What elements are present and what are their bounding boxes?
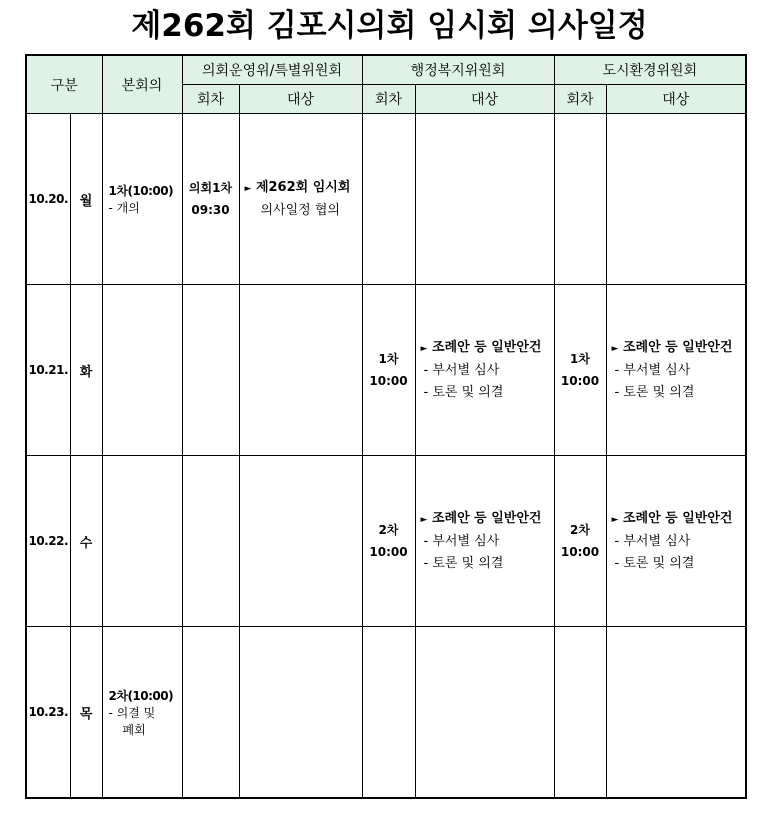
session-time: 10:00 [560,545,600,559]
target-cell-empty [239,627,362,799]
row-day-of-week: 화 [70,285,102,456]
header-committee-operations: 의회운영위/특별위원회 [182,55,362,85]
plenary-cell [102,627,182,799]
target-cell-empty [606,114,746,285]
session-time: 10:00 [369,374,408,388]
row-day-of-week: 목 [70,627,102,799]
target-sub-item: - 토론 및 의결 [614,555,695,571]
row-date: 10.20. [26,114,70,285]
session-cell-empty [554,627,606,799]
target-cell-empty [415,114,554,285]
session-cell-empty [182,627,239,799]
header-committee-admin-welfare: 행정복지위원회 [362,55,554,85]
session-cell-empty [362,114,415,285]
header-session: 회차 [182,85,239,114]
target-head: 조례안 등 일반안건 [622,510,733,526]
target-cell [606,285,746,456]
target-cell [606,456,746,627]
plenary-item: - 개의 [108,201,140,215]
session-cell-empty [182,456,239,627]
session-cell [554,285,606,456]
target-cell-empty [239,285,362,456]
target-sub-item: - 토론 및 의결 [423,384,504,400]
header-session: 회차 [362,85,415,114]
session-cell [182,114,239,285]
target-sub-item: - 토론 및 의결 [614,384,695,400]
row-date: 10.22. [26,456,70,627]
session-cell [362,456,415,627]
table-row [26,627,746,799]
target-head: 조례안 등 일반안건 [622,339,733,355]
header-committee-urban-env: 도시환경위원회 [554,55,746,85]
row-day-of-week: 수 [70,456,102,627]
target-cell-empty [239,456,362,627]
session-time: 10:00 [560,374,600,388]
plenary-session: 2차(10:00) [108,688,174,703]
header-target: 대상 [606,85,746,114]
bullet-triangle-icon: ► [244,183,252,194]
table-row [26,285,746,456]
table-row [26,456,746,627]
plenary-cell-empty [102,456,182,627]
plenary-cell-empty [102,285,182,456]
plenary-item: - 의결 및 [108,705,156,720]
bullet-triangle-icon: ► [420,514,428,525]
row-date: 10.23. [26,627,70,799]
plenary-session: 1차(10:00) [108,184,174,198]
target-head: 조례안 등 일반안건 [431,339,542,355]
table-row [26,114,746,285]
target-sub-item: - 부서별 심사 [614,362,691,378]
target-sub-item: - 부서별 심사 [614,533,691,549]
header-target: 대상 [239,85,362,114]
session-number: 2차 [570,523,590,537]
header-division: 구분 [26,55,102,114]
header-session: 회차 [554,85,606,114]
row-day-of-week: 월 [70,114,102,285]
session-number: 1차 [570,352,590,366]
target-sub-item: - 부서별 심사 [423,362,500,378]
session-time: 09:30 [191,203,230,217]
session-cell-empty [182,285,239,456]
session-cell-empty [554,114,606,285]
session-time: 10:00 [369,545,408,559]
session-number: 1차 [378,352,399,366]
target-sub-item: - 토론 및 의결 [423,555,504,571]
bullet-triangle-icon: ► [611,343,619,354]
header-plenary: 본회의 [102,55,182,114]
target-cell [415,285,554,456]
schedule-table [25,54,747,799]
target-head: 제262회 임시회 [255,179,351,195]
session-number: 2차 [378,523,399,537]
header-target: 대상 [415,85,554,114]
target-cell [415,456,554,627]
target-cell-empty [415,627,554,799]
target-cell-empty [606,627,746,799]
page-title: 제262회 김포시의회 임시회 의사일정 [131,8,648,44]
target-head: 조례안 등 일반안건 [431,510,542,526]
bullet-triangle-icon: ► [420,343,428,354]
plenary-item-continuation: 폐회 [122,722,146,737]
session-number: 의회1차 [188,181,233,195]
row-date: 10.21. [26,285,70,456]
target-continuation: 의사일정 협의 [260,202,340,218]
session-cell [362,285,415,456]
plenary-cell [102,114,182,285]
session-cell [554,456,606,627]
bullet-triangle-icon: ► [611,514,619,525]
target-cell [239,114,362,285]
session-cell-empty [362,627,415,799]
target-sub-item: - 부서별 심사 [423,533,500,549]
